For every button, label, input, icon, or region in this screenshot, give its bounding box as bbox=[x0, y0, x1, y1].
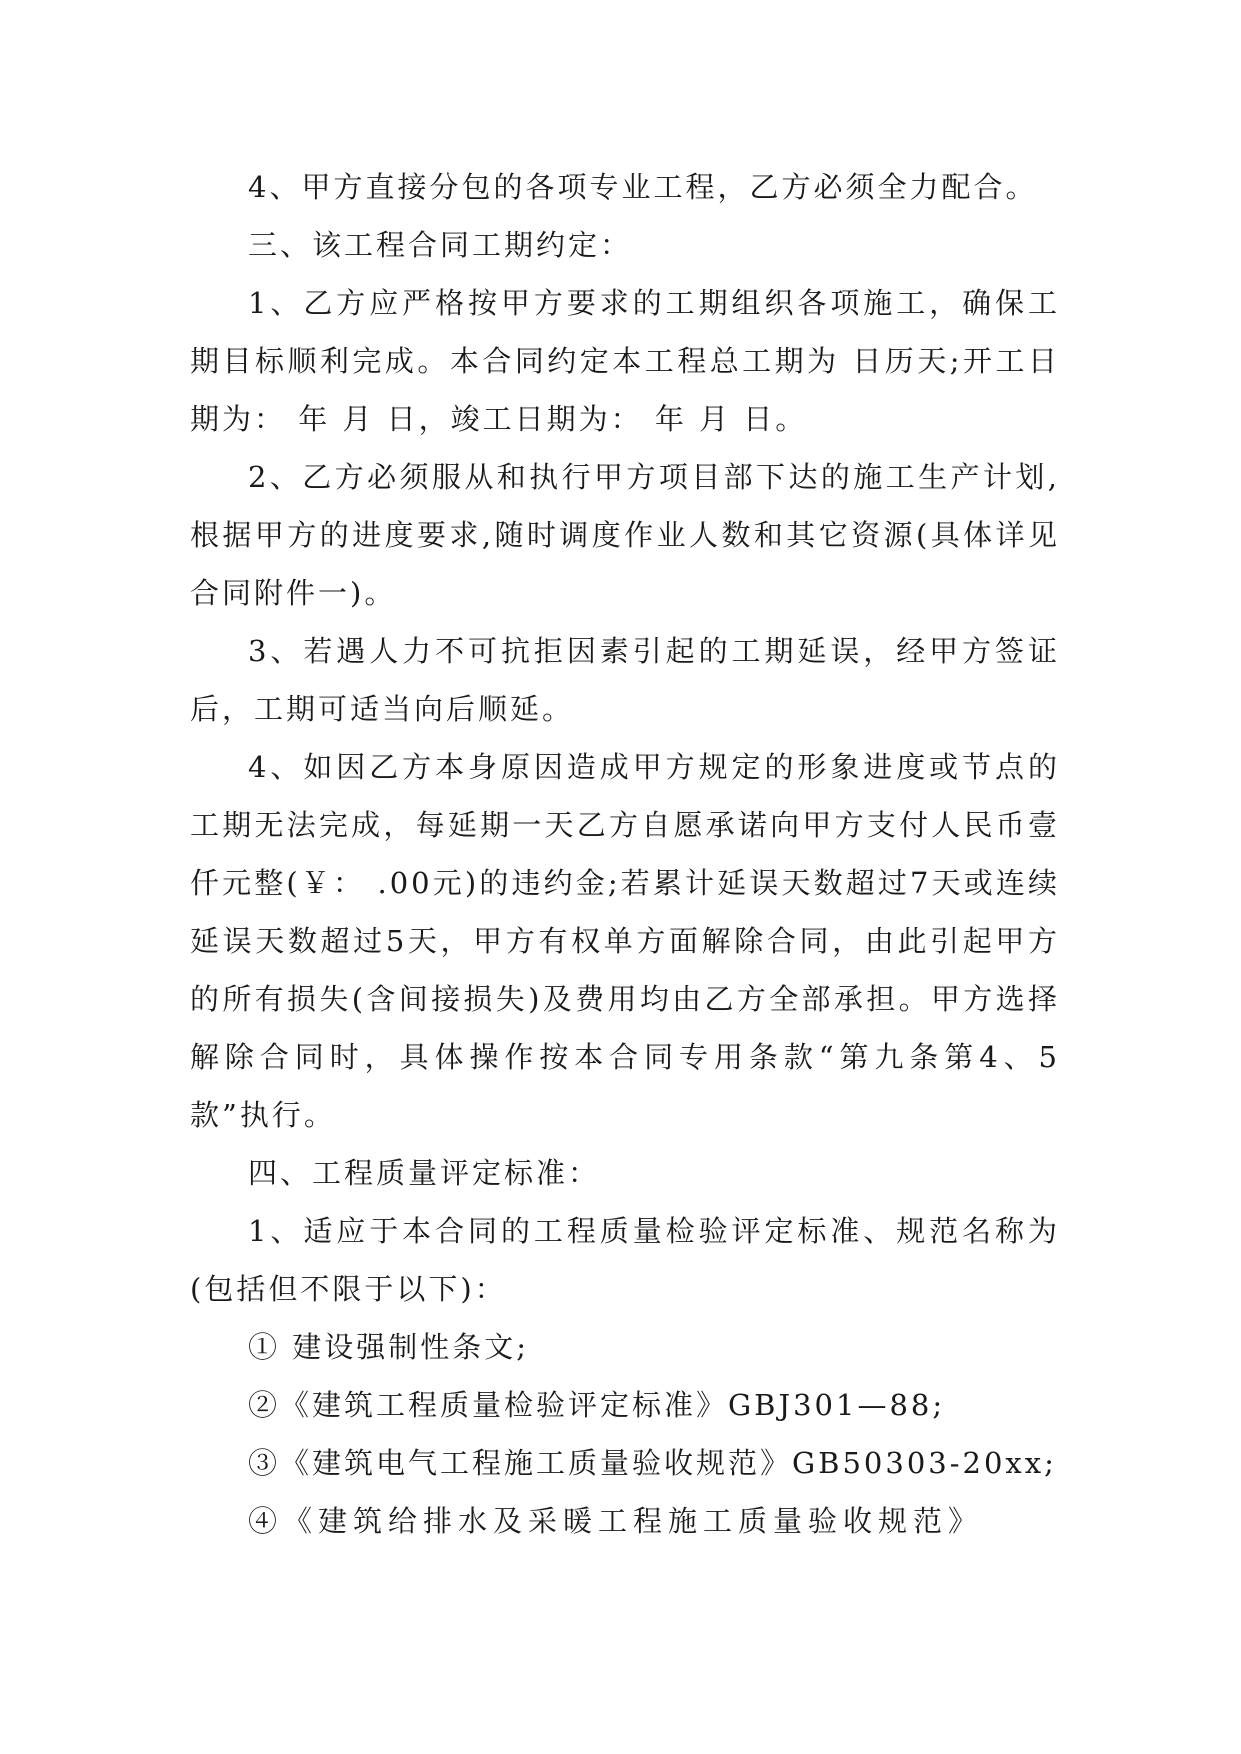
document-body bbox=[190, 158, 1060, 1550]
list-item-mandatory-provisions: ① 建设强制性条文; bbox=[248, 1330, 529, 1364]
paragraph-force-majeure: 3、若遇人力不可抗拒因素引起的工期延误，经甲方签证后，工期可适当向后顺延。 bbox=[190, 634, 1060, 726]
paragraph-delay-penalty: 4、如因乙方本身原因造成甲方规定的形象进度或节点的工期无法完成，每延期一天乙方自愿承诺向甲方支付人民币壹仟元整(￥： .00元)的违约金;若累计延误天数超过7天或连续延误天数超过5天，甲方有权单方面解除合同，由此引起甲方的所有损失(含间接损失)及费用均由乙方全部承担。甲方选择解除合同时，具体操作按本合同专用条款“第九条第4、5款”执行。 bbox=[190, 750, 1060, 1132]
paragraph-direct-subcontract: 4、甲方直接分包的各项专业工程，乙方必须全力配合。 bbox=[248, 170, 1038, 204]
list-item-gbj301: ②《建筑工程质量检验评定标准》GBJ301—88; bbox=[248, 1388, 946, 1422]
section-heading-quality: 四、工程质量评定标准： bbox=[248, 1156, 601, 1190]
list-item-gb50303: ③《建筑电气工程施工质量验收规范》GB50303-20xx; bbox=[248, 1446, 1057, 1480]
paragraph-quality-standards: 1、适应于本合同的工程质量检验评定标准、规范名称为(包括但不限于以下)： bbox=[190, 1214, 1060, 1306]
paragraph-production-plan: 2、乙方必须服从和执行甲方项目部下达的施工生产计划,根据甲方的进度要求,随时调度作业人数和其它资源(具体详见合同附件一)。 bbox=[190, 460, 1060, 610]
list-item-plumbing-heating: ④《建筑给排水及采暖工程施工质量验收规范》 bbox=[248, 1504, 984, 1538]
paragraph-schedule-total: 1、乙方应严格按甲方要求的工期组织各项施工，确保工期目标顺利完成。本合同约定本工程总工期为 日历天;开工日期为： 年 月 日，竣工日期为： 年 月 日。 bbox=[190, 286, 1060, 436]
section-heading-schedule: 三、该工程合同工期约定： bbox=[248, 228, 633, 262]
